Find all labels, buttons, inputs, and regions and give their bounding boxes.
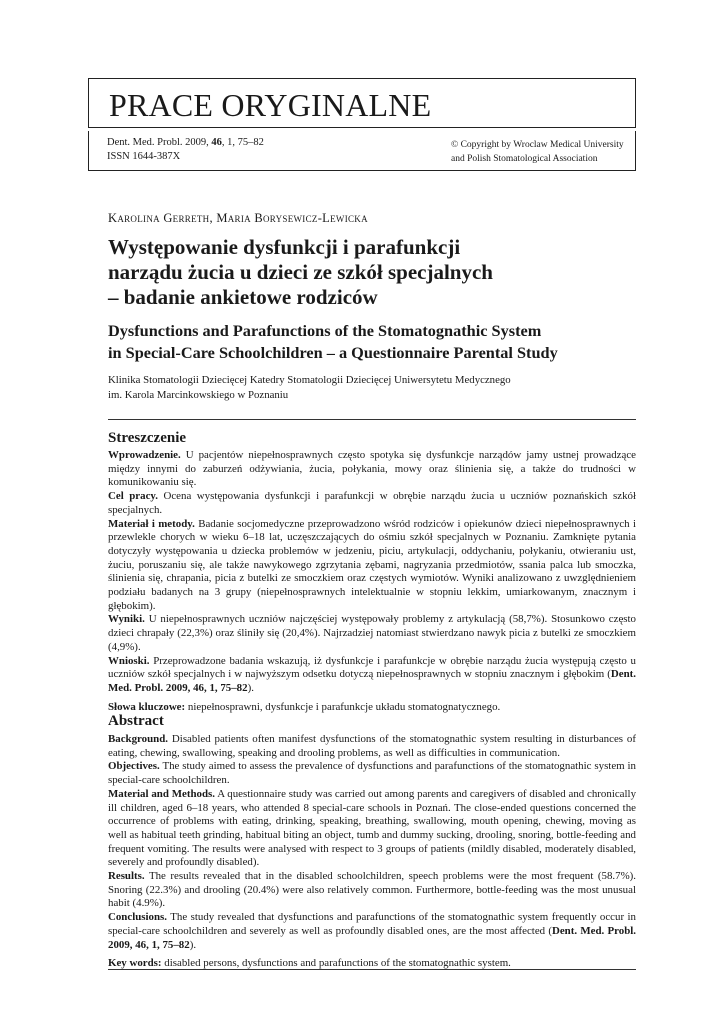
copyright-line: and Polish Stomatological Association	[451, 154, 598, 164]
divider	[108, 419, 636, 420]
paragraph-wprowadzenie	[108, 449, 636, 490]
label-results: Results.	[108, 870, 145, 883]
journal-reference	[107, 136, 264, 164]
paragraph-objectives	[108, 760, 636, 787]
streszczenie-heading: Streszczenie	[108, 430, 187, 446]
title-english	[108, 320, 628, 364]
paragraph-methods	[108, 788, 636, 870]
journal-ref-suffix: , 1, 75–82	[221, 137, 264, 148]
label-cel: Cel pracy.	[108, 490, 158, 503]
journal-ref-prefix: Dent. Med. Probl. 2009,	[107, 137, 212, 148]
text-wprowadzenie: U pacjentów niepełnosprawnych często spotyka się dysfunkcje narządów jamy ustnej prowadzące między innymi do zaburzeń odżywiania, żucia, połykania, mowy oraz ślinienia się, a także do trudności w komunikowaniu się.	[108, 449, 636, 489]
divider	[108, 969, 636, 970]
text-conclusions: The study revealed that dysfunctions and parafunctions of the stomatognathic system frequently occur in special-care schoolchildren and severely as well as profoundly disabled ones, are the most affected (	[108, 911, 636, 937]
paragraph-background	[108, 733, 636, 760]
streszczenie-body	[108, 449, 636, 714]
citation-ref: Dent. Med. Probl. 2009, 46, 1, 75–82	[108, 924, 636, 951]
journal-volume: 46	[211, 137, 222, 148]
text-objectives: The study aimed to assess the prevalence of dysfunctions and parafunctions of the stomatognathic system in special-care schoolchildren.	[108, 760, 637, 787]
title-polish-line: Występowanie dysfunkcji i parafunkcji	[108, 235, 461, 259]
section-label: PRACE ORYGINALNE	[109, 87, 432, 123]
copyright-notice	[451, 138, 624, 166]
paragraph-conclusions	[108, 911, 636, 952]
affiliation	[108, 373, 511, 403]
paragraph-keywords-pl	[108, 701, 636, 715]
abstract-heading: Abstract	[108, 713, 164, 729]
label-wnioski: Wnioski.	[108, 654, 150, 667]
title-polish	[108, 235, 628, 310]
paragraph-results	[108, 870, 636, 911]
text-wyniki: U niepełnosprawnych uczniów najczęściej występowały problemy z artykulacją (58,7%). Stosunkowo często dzieci chrapały (22,3%) oraz śliniły się (20,4%). Najrzadziej natomiast stwierdzano nawyk picia z butelki ze smoczkiem (4,9%).	[108, 613, 636, 653]
paragraph-material	[108, 518, 636, 614]
paragraph-cel	[108, 490, 636, 517]
label-keywords-en: Key words:	[108, 957, 162, 970]
authors: Karolina Gerreth, Maria Borysewicz-Lewicka	[108, 211, 368, 225]
affiliation-line: Klinika Stomatologii Dziecięcej Katedry Stomatologii Dziecięcej Uniwersytetu Medycznego	[108, 374, 511, 386]
label-methods: Material and Methods.	[108, 787, 215, 800]
journal-meta-row	[88, 131, 636, 171]
section-header-box	[88, 78, 636, 128]
label-background: Background.	[108, 733, 169, 745]
abstract-body	[108, 733, 636, 971]
text-conclusions-end: ).	[189, 938, 197, 951]
copyright-line: © Copyright by Wroclaw Medical University	[451, 140, 624, 150]
label-material: Materiał i metody.	[108, 517, 195, 530]
issn: ISSN 1644-387X	[107, 151, 181, 162]
label-wyniki: Wyniki.	[108, 613, 145, 626]
title-english-line: in Special-Care Schoolchildren – a Questionnaire Parental Study	[108, 343, 558, 362]
title-polish-line: – badanie ankietowe rodziców	[108, 285, 378, 309]
paragraph-wnioski	[108, 655, 636, 696]
paragraph-wyniki	[108, 613, 636, 654]
citation-ref: Dent. Med. Probl. 2009, 46, 1, 75–82	[108, 668, 636, 694]
label-objectives: Objectives.	[108, 760, 160, 773]
text-material: Badanie socjomedyczne przeprowadzono wśród rodziców i opiekunów dzieci niepełnosprawnych i przewlekle chorych w wieku 6–18 lat, uczęszczających do ośmiu szkół specjalnych w Poznaniu. Zamknięte pytania dotyczyły występowania u dziecka problemów w jedzeniu, piciu, artykulacji, oddychaniu, połykaniu, otwieraniu ust, żuciu, poruszaniu się, ale także nawykowego zgrzytania zębami, nagryzania przedmiotów, ssania palca lub smoczka, ślinienia się, chrapania, picia z butelki ze smoczkiem oraz częstych wymiotów. Wyniki analizowano z uwzględnieniem podziału badanych na 3 grupy (niepełnosprawnych intelektualnie w stopniu lekkim, umiarkowanym, znacznym i głębokim).	[108, 517, 636, 612]
text-background: Disabled patients often manifest dysfunctions of the stomatognathic system resulting in disturbances of eating, chewing, swallowing, speaking and drooling problems, as well as difficulties in communication.	[108, 733, 636, 759]
label-wprowadzenie: Wprowadzenie.	[108, 449, 181, 461]
label-conclusions: Conclusions.	[108, 911, 168, 924]
affiliation-line: im. Karola Marcinkowskiego w Poznaniu	[108, 389, 289, 401]
text-methods: A questionnaire study was carried out among parents and caregivers of disabled and chronically ill children, aged 6–18 years, who attended 8 special-care schools in Poznań. The close-ended questions concerned the occurrence of problems with eating, drinking, speaking, breathing, swallowing, mouth opening, chewing, moving as well as habitual teeth grinding, habitual biting an object, tumb and dummy sucking, drooling, snoring, bottle-feeding and frequent vomiting. The results were analysed with respect to 3 groups of patients (mildly disabled, moderately disabled, severely and profoundly disabled).	[108, 787, 637, 869]
text-keywords-pl: niepełnosprawni, dysfunkcje i parafunkcje układu stomatognatycznego.	[187, 700, 501, 713]
title-polish-line: narządu żucia u dzieci ze szkół specjalnych	[108, 260, 493, 284]
title-english-line: Dysfunctions and Parafunctions of the Stomatognathic System	[108, 321, 542, 340]
text-results: The results revealed that in the disabled schoolchildren, speech problems were the most frequent (58.7%). Snoring (22.3%) and drooling (20.4%) were also relatively common. Furthermore, bottle-feeding was the most unusual habit (4.9%).	[108, 870, 637, 910]
text-wnioski-end: ).	[247, 681, 254, 694]
text-cel: Ocena występowania dysfunkcji i parafunkcji w obrębie narządu żucia u uczniów poznańskich szkół specjalnych.	[108, 490, 636, 516]
text-keywords-en: disabled persons, dysfunctions and parafunctions of the stomatognathic system.	[164, 957, 511, 970]
text-wnioski: Przeprowadzone badania wskazują, iż dysfunkcje i parafunkcje w obrębie narządu żucia występują często u uczniów szkół specjalnych i w najwyższym odsetku dotyczą niepełnosprawnych w stopniu znacznym i głębokim (	[108, 654, 636, 681]
label-keywords-pl: Słowa kluczowe:	[108, 700, 186, 713]
